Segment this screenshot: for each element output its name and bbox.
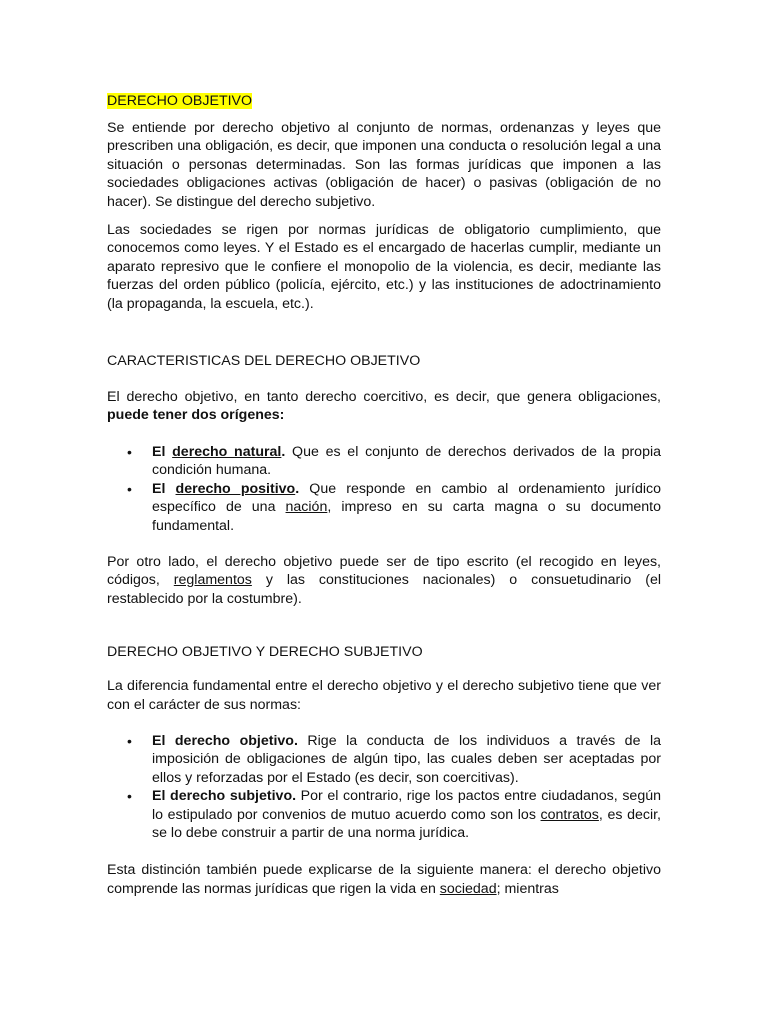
- origenes-bold: puede tener dos orígenes:: [107, 407, 285, 424]
- link-sociedad[interactable]: sociedad: [439, 880, 497, 897]
- item-text-before: Que responde en cambio al ordenamiento jurídico específico de una: [152, 480, 662, 516]
- list-item: [107, 732, 661, 787]
- section-heading-objetivo-subjetivo: DERECHO OBJETIVO Y DERECHO SUBJETIVO: [107, 644, 423, 661]
- section-heading-caracteristicas: CARACTERISTICAS DEL DERECHO OBJETIVO: [107, 353, 421, 370]
- item-bold-label: [152, 481, 299, 497]
- paragraph-definition: Se entiende por derecho objetivo al conjunto de normas, ordenanzas y leyes que prescriben una obligación, es decir, que imponen una conducta o resolución legal a una situación o personas determinadas. Son las formas jurídicas que imponen a las sociedades obligaciones activas (obligación de hacer) o pasivas (obligación de no hacer). Se distingue del derecho subjetivo.: [107, 120, 661, 210]
- link-derecho-positivo[interactable]: derecho positivo: [175, 480, 296, 497]
- item-text-after: , impreso en su carta magna o su documento fundamental.: [152, 499, 662, 534]
- link-contratos[interactable]: contratos: [540, 806, 599, 823]
- escrito-text-before: Por otro lado, el derecho objetivo puede ser de tipo escrito (el recogido en leyes, códigos,: [107, 553, 661, 589]
- item-bold-label: El derecho objetivo.: [152, 732, 298, 749]
- bold-suffix: .: [295, 480, 300, 497]
- bullet-icon: •: [127, 788, 132, 805]
- bold-prefix: El: [152, 480, 176, 497]
- escrito-text-after: y las constituciones nacionales) o consuetudinario (el restablecido por la costumbre).: [107, 572, 661, 607]
- item-text-after: , es decir, se lo debe construir a partir de una norma jurídica.: [152, 806, 661, 841]
- item-text-before: Por el contrario, rige los pactos entre ciudadanos, según lo estipulado por convenios de mutuo acuerdo como son los: [152, 788, 661, 823]
- distincion-text-before: Esta distinción también puede explicarse de la siguiente manera: el derecho objetivo comprende las normas jurídicas que rigen la vida en: [107, 862, 661, 897]
- bold-suffix: .: [281, 443, 286, 460]
- bold-prefix: El: [152, 443, 173, 460]
- bullet-icon: •: [127, 480, 132, 497]
- list-item: [107, 480, 661, 535]
- document-page: [107, 92, 661, 898]
- paragraph-sociedades: Las sociedades se rigen por normas jurídicas de obligatorio cumplimiento, que conocemos como leyes. Y el Estado es el encargado de hacerlas cumplir, mediante un aparato represivo que le confiere el monopolio de la violencia, es decir, mediante las fuerzas del orden público (policía, ejército, etc.) y las instituciones de adoctrinamiento (la propaganda, la escuela, etc.).: [107, 222, 661, 312]
- origenes-text: El derecho objetivo, en tanto derecho coercitivo, es decir, que genera obligaciones,: [107, 389, 661, 406]
- item-text: Que es el conjunto de derechos derivados de la propia condición humana.: [152, 443, 662, 479]
- comparison-list: [107, 732, 661, 842]
- item-bold-label: [152, 444, 285, 460]
- list-item: [107, 443, 661, 480]
- origins-list: [107, 443, 661, 535]
- list-item: [107, 787, 661, 842]
- distincion-text-after: ; mientras: [496, 880, 559, 897]
- highlighted-heading-text: DERECHO OBJETIVO: [107, 93, 253, 109]
- paragraph-origenes: [107, 388, 661, 425]
- link-reglamentos[interactable]: reglamentos: [173, 572, 252, 589]
- section-heading-derecho-objetivo: [107, 92, 661, 110]
- paragraph-diferencia: La diferencia fundamental entre el derecho objetivo y el derecho subjetivo tiene que ver con el carácter de sus normas:: [107, 678, 661, 713]
- item-bold-label: El derecho subjetivo.: [152, 788, 297, 805]
- paragraph-escrito: [107, 553, 661, 608]
- item-text: Rige la conducta de los individuos a través de la imposición de obligaciones de algún tipo, las cuales deben ser aceptadas por ellos y reforzadas por el Estado (es decir, son coercitivas).: [152, 732, 661, 786]
- bullet-icon: •: [127, 443, 132, 460]
- link-nacion[interactable]: nación: [285, 499, 328, 516]
- paragraph-distincion: [107, 861, 661, 898]
- bullet-icon: •: [127, 732, 132, 749]
- link-derecho-natural[interactable]: derecho natural: [172, 443, 282, 460]
